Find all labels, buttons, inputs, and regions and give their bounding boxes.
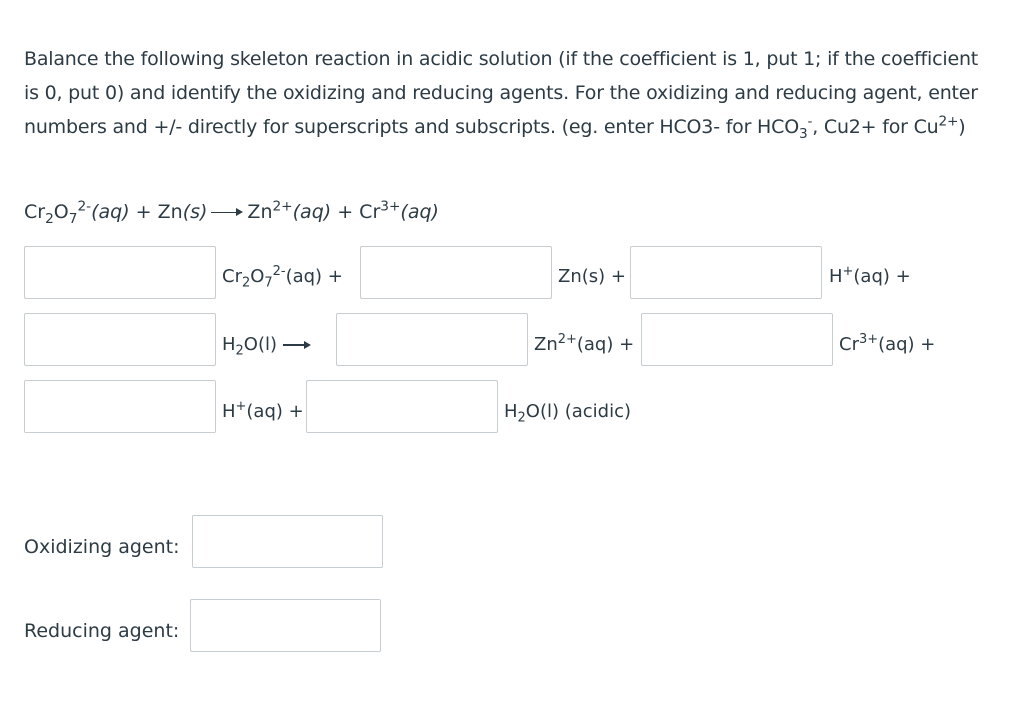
reducing-agent-label: Reducing agent: [24,620,180,642]
coefficient-input-7[interactable] [24,380,216,433]
skeleton-o-subscript: 7 [68,210,78,227]
water-product-label: $H_2O(l)$ (acidic) [504,401,632,426]
oxidizing-agent-input[interactable] [192,515,383,568]
coefficient-input-5[interactable] [336,313,528,366]
instructions-text-1: Balance the following skeleton reaction in acidic solution (if the coefficient is 1, put 1; if the coefficient is 0, put 0) and identify the oxidizing and reducing agents. For the oxidizing and reducing agent, enter numbers and +/- directly for superscripts and subscripts. (eg. enter HCO3- for HCO [24,48,979,138]
coefficient-input-6[interactable] [641,313,833,366]
skeleton-state-aq-3: (aq) [400,201,439,223]
instructions-text-3: ) [958,116,966,138]
skeleton-dichromate-charge: 2- [77,198,92,215]
chromium-ion-label: $Cr^{3+}(aq)$ + [839,332,936,355]
dichromate-label: $Cr_2O_7^{2-}(aq)$ + [222,264,343,291]
skeleton-cr-subscript: 2 [45,210,54,227]
coefficient-input-8[interactable] [306,380,498,433]
skeleton-state-aq-2: (aq) [292,201,332,223]
skeleton-plus-zn: + Zn [129,201,183,223]
skeleton-cr: Cr [24,201,46,223]
example-subscript: 3 [798,125,808,142]
instructions-text-2: , Cu2+ for Cu [812,116,939,138]
copper-superscript: 2+ [938,113,959,130]
skeleton-cr-charge: 3+ [380,198,401,215]
hydrogen-ion-label: H+(aq) + [829,264,911,287]
zinc-solid-label: Zn(s) + [558,266,626,287]
skeleton-state-aq-1: (aq) [91,201,130,223]
coefficient-input-2[interactable] [360,246,552,299]
equation-arrow-icon [283,340,311,350]
hydrogen-ion-product-label: H+(aq) + [222,399,304,422]
coefficient-input-4[interactable] [24,313,216,366]
reducing-agent-input[interactable] [190,599,381,652]
skeleton-zn-charge: 2+ [272,198,293,215]
coefficient-input-3[interactable] [630,246,822,299]
skeleton-reaction [24,197,439,227]
zinc-ion-label: $Zn^{2+}(aq)$ + [534,332,635,355]
skeleton-zn-ion: Zn [247,201,273,223]
skeleton-o: O [53,201,69,223]
reaction-arrow-icon [211,208,243,218]
skeleton-state-s: (s) [182,201,208,223]
oxidizing-agent-label: Oxidizing agent: [24,536,180,558]
question-instructions [24,42,984,144]
example-superscript: - [807,113,813,130]
coefficient-input-1[interactable] [24,246,216,299]
water-reactant-label: $H_2O(l)$ [222,333,315,357]
skeleton-plus-cr: + Cr [331,201,381,223]
